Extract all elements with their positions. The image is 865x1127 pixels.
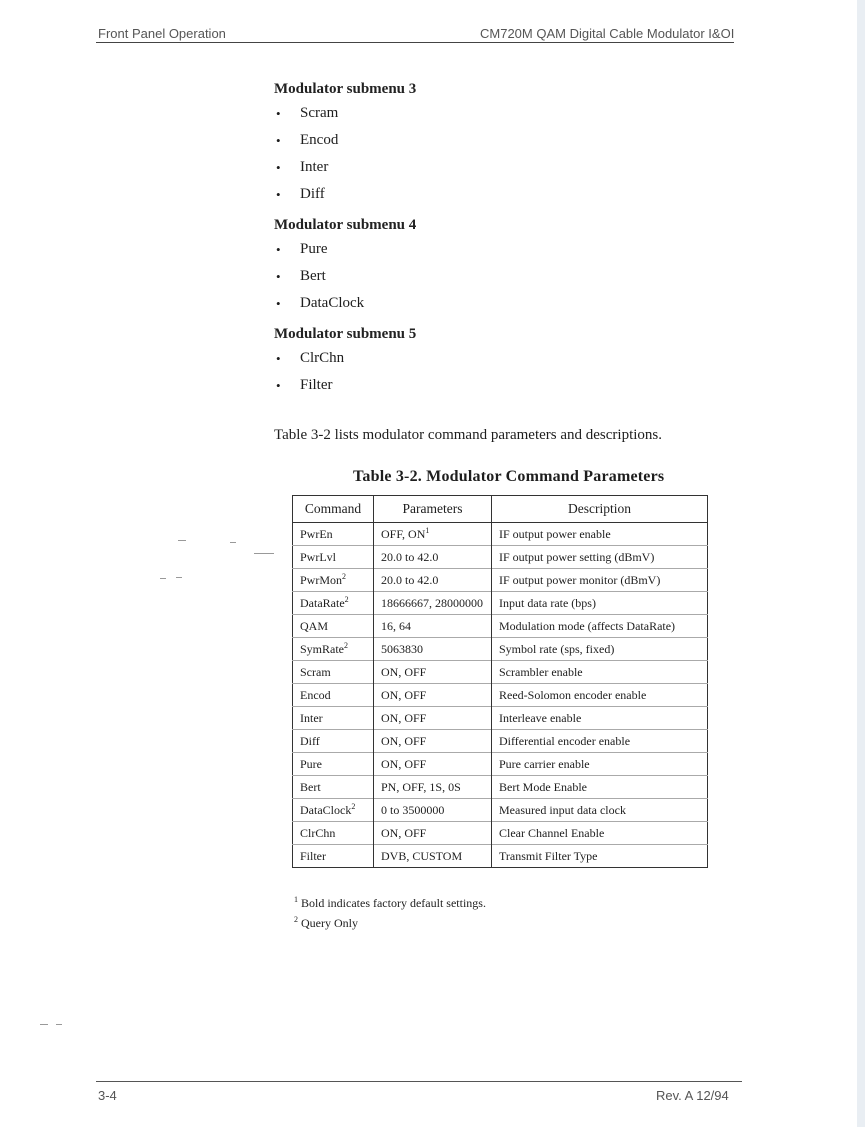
parameter-values: ON, OFF	[381, 710, 427, 725]
cell-command	[293, 592, 374, 615]
scan-speck	[178, 540, 186, 541]
command-name: Pure	[300, 756, 322, 771]
cell-description: IF output power setting (dBmV)	[492, 546, 708, 569]
footnote-mark: 2	[294, 915, 298, 924]
cell-command	[293, 661, 374, 684]
parameter-values: ON, OFF	[381, 687, 427, 702]
header-rule	[96, 42, 734, 43]
parameter-values: OFF, ON	[381, 526, 426, 541]
cell-parameters	[374, 638, 492, 661]
table-row	[293, 684, 708, 707]
list-item-label: DataClock	[300, 295, 365, 311]
cell-command	[293, 546, 374, 569]
table-row	[293, 661, 708, 684]
cell-parameters	[374, 661, 492, 684]
page-number: 3-4	[98, 1088, 117, 1103]
parameter-values: 20.0 to 42.0	[381, 572, 439, 587]
intro-paragraph: Table 3-2 lists modulator command parameters and descriptions.	[274, 427, 663, 443]
column-header-description: Description	[492, 496, 708, 523]
cell-description: Reed-Solomon encoder enable	[492, 684, 708, 707]
parameter-values: 20.0 to 42.0	[381, 549, 439, 564]
scan-speck	[56, 1024, 62, 1025]
cell-command	[293, 523, 374, 546]
cell-parameters	[374, 684, 492, 707]
list-item-label: Filter	[300, 377, 333, 393]
command-name: PwrEn	[300, 526, 333, 541]
cell-command	[293, 753, 374, 776]
cell-description: Measured input data clock	[492, 799, 708, 822]
table-row	[293, 615, 708, 638]
list-item	[274, 100, 734, 127]
command-name: PwrLvl	[300, 549, 336, 564]
cell-command	[293, 707, 374, 730]
cell-command	[293, 799, 374, 822]
cell-description: Bert Mode Enable	[492, 776, 708, 799]
parameter-values: 18666667, 28000000	[381, 595, 483, 610]
bullet-icon: •	[276, 242, 281, 257]
column-header-command: Command	[293, 496, 374, 523]
list-item-label: Inter	[300, 159, 329, 175]
cell-command	[293, 684, 374, 707]
bullet-icon: •	[276, 187, 281, 202]
footer-rule	[96, 1081, 742, 1082]
command-name: SymRate	[300, 641, 344, 656]
submenu-list	[274, 100, 734, 208]
table-row	[293, 730, 708, 753]
list-item	[274, 181, 734, 208]
revision-label: Rev. A 12/94	[656, 1088, 729, 1103]
command-name: DataClock	[300, 802, 352, 817]
command-name: Bert	[300, 779, 321, 794]
table-row	[293, 546, 708, 569]
cell-description: Symbol rate (sps, fixed)	[492, 638, 708, 661]
footnote-ref: 2	[344, 640, 348, 650]
cell-command	[293, 638, 374, 661]
footnote-text: Query Only	[301, 916, 358, 930]
footnote-ref: 2	[344, 594, 349, 604]
cell-parameters	[374, 523, 492, 546]
parameter-values: ON, OFF	[381, 733, 427, 748]
footnote-text: Bold indicates factory default settings.	[301, 896, 486, 910]
bullet-icon: •	[276, 351, 281, 366]
cell-description: Transmit Filter Type	[492, 845, 708, 868]
cell-description: Modulation mode (affects DataRate)	[492, 615, 708, 638]
table-caption: Table 3-2. Modulator Command Parameters	[353, 468, 665, 485]
scan-speck	[40, 1024, 48, 1025]
table-row	[293, 776, 708, 799]
cell-parameters	[374, 799, 492, 822]
parameter-values: ON, OFF	[381, 664, 427, 679]
cell-parameters	[374, 845, 492, 868]
cell-description: Interleave enable	[492, 707, 708, 730]
table-row	[293, 799, 708, 822]
cell-description: Differential encoder enable	[492, 730, 708, 753]
command-name: QAM	[300, 618, 329, 633]
cell-description: Scrambler enable	[492, 661, 708, 684]
command-name: PwrMon	[300, 572, 343, 587]
scan-speck	[176, 577, 182, 578]
cell-command	[293, 615, 374, 638]
list-item-label: Pure	[300, 241, 328, 257]
list-item	[274, 236, 734, 263]
table-row	[293, 845, 708, 868]
cell-parameters	[374, 753, 492, 776]
submenu-list	[274, 236, 734, 317]
parameter-values: PN, OFF, 1S, 0S	[381, 779, 461, 794]
list-item	[274, 290, 734, 317]
table-row	[293, 523, 708, 546]
submenu-sections	[274, 78, 734, 405]
running-header-left: Front Panel Operation	[98, 26, 226, 41]
list-item-label: Bert	[300, 268, 326, 284]
parameter-values: 16, 64	[381, 618, 411, 633]
table-row	[293, 822, 708, 845]
column-header-parameters: Parameters	[374, 496, 492, 523]
table-row	[293, 569, 708, 592]
section-title: Modulator submenu 5	[274, 326, 417, 342]
table-row	[293, 638, 708, 661]
section-title: Modulator submenu 4	[274, 217, 417, 233]
cell-description: IF output power enable	[492, 523, 708, 546]
parameter-values: 0 to 3500000	[381, 802, 445, 817]
scan-edge	[857, 0, 865, 1127]
table-row	[293, 753, 708, 776]
bullet-icon: •	[276, 378, 281, 393]
command-name: Scram	[300, 664, 331, 679]
cell-command	[293, 845, 374, 868]
cell-parameters	[374, 776, 492, 799]
cell-description: Pure carrier enable	[492, 753, 708, 776]
submenu-list	[274, 345, 734, 399]
command-name: ClrChn	[300, 825, 336, 840]
bullet-icon: •	[276, 296, 281, 311]
section-title: Modulator submenu 3	[274, 81, 417, 97]
parameter-values: 5063830	[381, 641, 423, 656]
bullet-icon: •	[276, 106, 281, 121]
bullet-icon: •	[276, 160, 281, 175]
parameter-values: DVB, CUSTOM	[381, 848, 463, 863]
bullet-icon: •	[276, 269, 281, 284]
list-item-label: Scram	[300, 105, 339, 121]
footnote	[294, 896, 486, 911]
cell-description: IF output power monitor (dBmV)	[492, 569, 708, 592]
list-item-label: ClrChn	[300, 350, 345, 366]
table-row	[293, 592, 708, 615]
cell-parameters	[374, 569, 492, 592]
cell-command	[293, 730, 374, 753]
command-name: Diff	[300, 733, 320, 748]
footnote	[294, 916, 358, 931]
cell-parameters	[374, 730, 492, 753]
command-parameters-table	[292, 495, 708, 868]
cell-parameters	[374, 822, 492, 845]
cell-parameters	[374, 707, 492, 730]
cell-parameters	[374, 615, 492, 638]
footnote-ref: 1	[425, 525, 430, 535]
parameter-values: ON, OFF	[381, 756, 427, 771]
running-header-right: CM720M QAM Digital Cable Modulator I&OI	[480, 26, 735, 41]
table-row	[293, 707, 708, 730]
cell-description: Clear Channel Enable	[492, 822, 708, 845]
table-header-row	[293, 496, 708, 523]
list-item	[274, 154, 734, 181]
cell-command	[293, 822, 374, 845]
list-item-label: Diff	[300, 186, 325, 202]
command-name: DataRate	[300, 595, 345, 610]
cell-description: Input data rate (bps)	[492, 592, 708, 615]
scan-speck	[230, 542, 236, 543]
command-name: Filter	[300, 848, 326, 863]
cell-command	[293, 569, 374, 592]
scan-speck	[254, 553, 274, 554]
list-item-label: Encod	[300, 132, 339, 148]
scan-speck	[160, 578, 166, 579]
list-item	[274, 127, 734, 154]
cell-parameters	[374, 592, 492, 615]
list-item	[274, 263, 734, 290]
command-name: Inter	[300, 710, 323, 725]
cell-parameters	[374, 546, 492, 569]
command-name: Encod	[300, 687, 331, 702]
footnote-ref: 2	[351, 801, 356, 811]
footnote-ref: 2	[342, 571, 347, 581]
parameter-values: ON, OFF	[381, 825, 427, 840]
list-item	[274, 372, 734, 399]
bullet-icon: •	[276, 133, 281, 148]
list-item	[274, 345, 734, 372]
cell-command	[293, 776, 374, 799]
footnote-mark: 1	[294, 895, 298, 904]
